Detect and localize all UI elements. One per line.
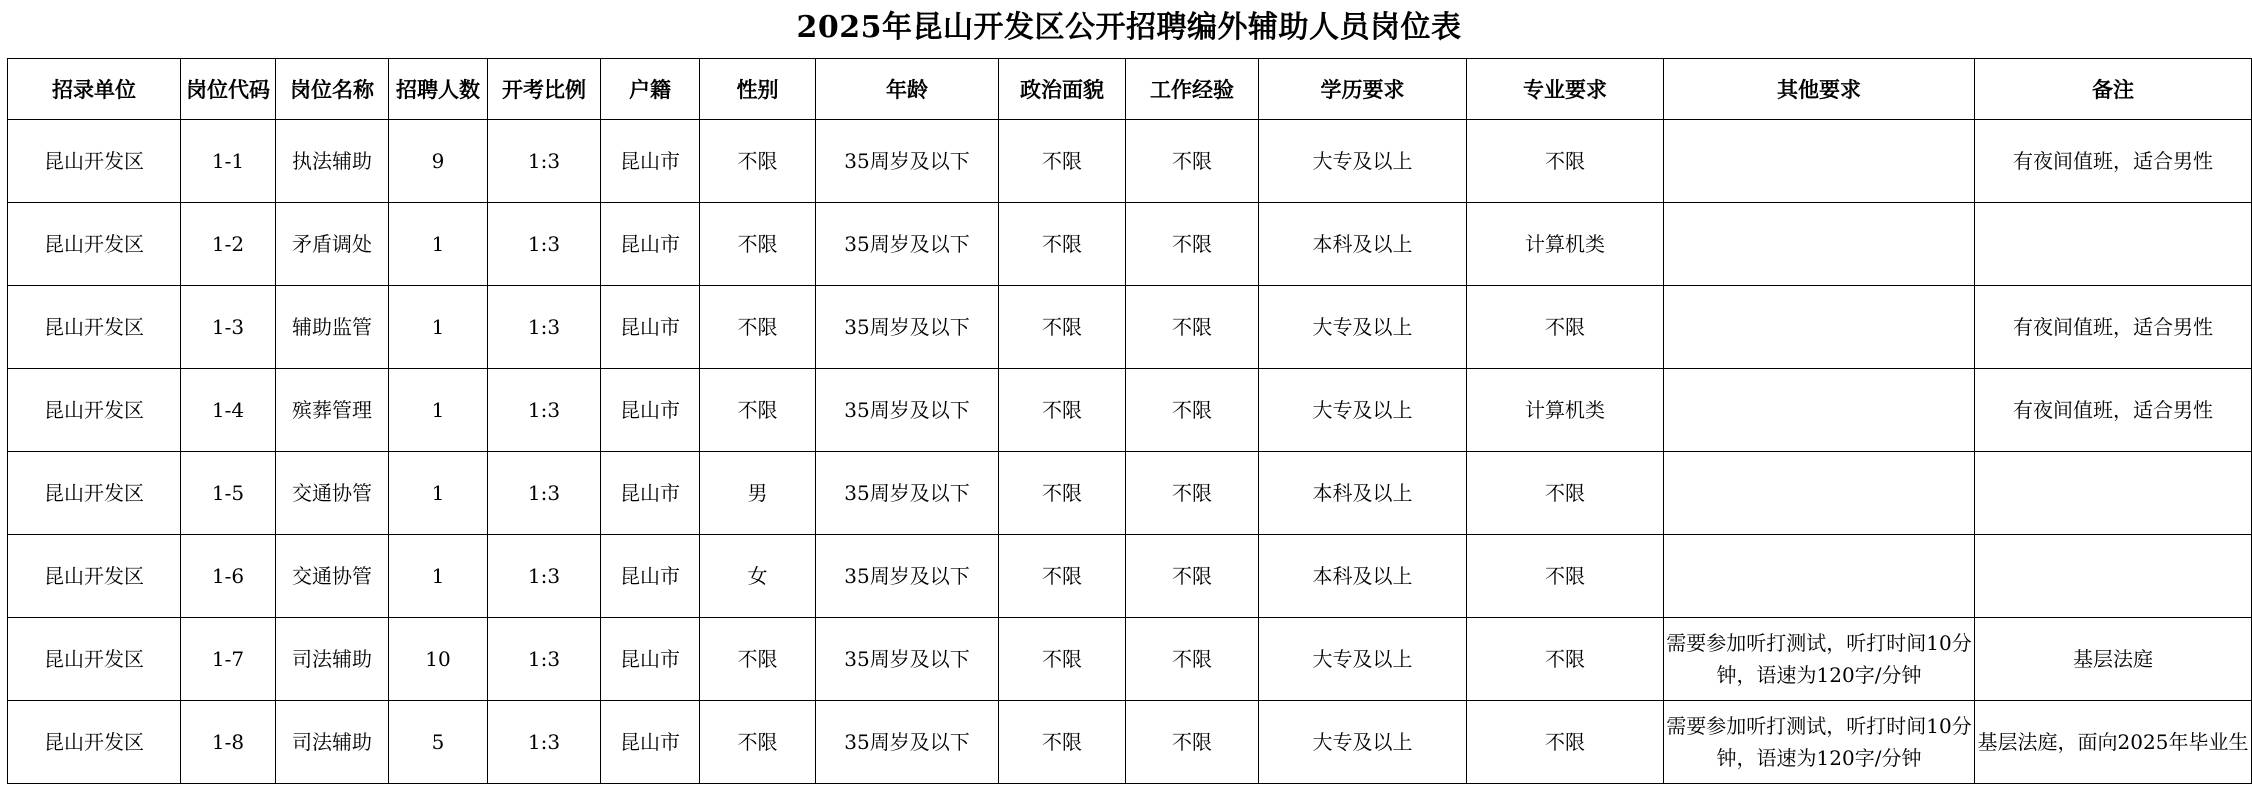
cell-age[interactable]: 35周岁及以下 <box>816 286 999 369</box>
cell-political-status[interactable]: 不限 <box>999 535 1126 618</box>
cell-household[interactable]: 昆山市 <box>601 535 700 618</box>
cell-age[interactable]: 35周岁及以下 <box>816 535 999 618</box>
cell-household[interactable]: 昆山市 <box>601 452 700 535</box>
cell-age[interactable]: 35周岁及以下 <box>816 701 999 784</box>
cell-unit[interactable]: 昆山开发区 <box>8 203 181 286</box>
cell-gender[interactable]: 男 <box>700 452 816 535</box>
cell-major[interactable]: 不限 <box>1467 618 1664 701</box>
cell-work-experience[interactable]: 不限 <box>1126 286 1259 369</box>
cell-headcount[interactable]: 9 <box>389 120 488 203</box>
cell-education[interactable]: 大专及以上 <box>1259 369 1467 452</box>
cell-work-experience[interactable]: 不限 <box>1126 369 1259 452</box>
cell-gender[interactable]: 不限 <box>700 369 816 452</box>
table-row <box>8 203 2252 286</box>
cell-code[interactable]: 1-7 <box>181 618 276 701</box>
cell-headcount[interactable]: 1 <box>389 286 488 369</box>
cell-age[interactable]: 35周岁及以下 <box>816 452 999 535</box>
cell-other-requirements[interactable] <box>1664 452 1975 535</box>
cell-unit[interactable]: 昆山开发区 <box>8 452 181 535</box>
cell-other-requirements[interactable] <box>1664 120 1975 203</box>
cell-headcount[interactable]: 1 <box>389 452 488 535</box>
cell-code[interactable]: 1-3 <box>181 286 276 369</box>
cell-other-requirements[interactable] <box>1664 535 1975 618</box>
cell-political-status[interactable]: 不限 <box>999 618 1126 701</box>
cell-unit[interactable]: 昆山开发区 <box>8 701 181 784</box>
cell-exam-ratio[interactable]: 1:3 <box>488 120 601 203</box>
cell-gender[interactable]: 女 <box>700 535 816 618</box>
table-row <box>8 618 2252 701</box>
cell-political-status[interactable]: 不限 <box>999 369 1126 452</box>
cell-education[interactable]: 大专及以上 <box>1259 618 1467 701</box>
col-header-code[interactable]: 岗位代码 <box>181 59 276 120</box>
cell-code[interactable]: 1-8 <box>181 701 276 784</box>
cell-gender[interactable]: 不限 <box>700 701 816 784</box>
col-header-headcount[interactable]: 招聘人数 <box>389 59 488 120</box>
cell-education[interactable]: 本科及以上 <box>1259 452 1467 535</box>
cell-position-name[interactable]: 交通协管 <box>276 452 389 535</box>
cell-remarks[interactable]: 基层法庭 <box>1975 618 2252 701</box>
table-row <box>8 369 2252 452</box>
cell-gender[interactable]: 不限 <box>700 618 816 701</box>
cell-position-name[interactable]: 殡葬管理 <box>276 369 389 452</box>
cell-work-experience[interactable]: 不限 <box>1126 701 1259 784</box>
positions-table <box>7 58 2252 784</box>
cell-remarks[interactable]: 有夜间值班，适合男性 <box>1975 369 2252 452</box>
col-header-household[interactable]: 户籍 <box>601 59 700 120</box>
cell-age[interactable]: 35周岁及以下 <box>816 369 999 452</box>
table-row <box>8 286 2252 369</box>
col-header-political-status[interactable]: 政治面貌 <box>999 59 1126 120</box>
cell-position-name[interactable]: 辅助监管 <box>276 286 389 369</box>
cell-code[interactable]: 1-1 <box>181 120 276 203</box>
col-header-exam-ratio[interactable]: 开考比例 <box>488 59 601 120</box>
cell-age[interactable]: 35周岁及以下 <box>816 120 999 203</box>
cell-code[interactable]: 1-4 <box>181 369 276 452</box>
cell-major[interactable]: 不限 <box>1467 120 1664 203</box>
cell-unit[interactable]: 昆山开发区 <box>8 369 181 452</box>
col-header-unit[interactable]: 招录单位 <box>8 59 181 120</box>
cell-household[interactable]: 昆山市 <box>601 203 700 286</box>
cell-education[interactable]: 大专及以上 <box>1259 120 1467 203</box>
table-title: 2025年昆山开发区公开招聘编外辅助人员岗位表 <box>796 10 1462 45</box>
cell-position-name[interactable]: 执法辅助 <box>276 120 389 203</box>
cell-education[interactable]: 大专及以上 <box>1259 286 1467 369</box>
cell-remarks[interactable] <box>1975 203 2252 286</box>
cell-unit[interactable]: 昆山开发区 <box>8 120 181 203</box>
cell-political-status[interactable]: 不限 <box>999 120 1126 203</box>
cell-exam-ratio[interactable]: 1:3 <box>488 203 601 286</box>
cell-major[interactable]: 不限 <box>1467 701 1664 784</box>
cell-political-status[interactable]: 不限 <box>999 701 1126 784</box>
cell-remarks[interactable]: 基层法庭，面向2025年毕业生 <box>1975 701 2252 784</box>
cell-household[interactable]: 昆山市 <box>601 120 700 203</box>
table-row <box>8 120 2252 203</box>
cell-unit[interactable]: 昆山开发区 <box>8 618 181 701</box>
cell-major[interactable]: 不限 <box>1467 286 1664 369</box>
col-header-work-experience[interactable]: 工作经验 <box>1126 59 1259 120</box>
table-row <box>8 701 2252 784</box>
cell-household[interactable]: 昆山市 <box>601 618 700 701</box>
col-header-position-name[interactable]: 岗位名称 <box>276 59 389 120</box>
cell-other-requirements[interactable]: 需要参加听打测试，听打时间10分钟，语速为120字/分钟 <box>1664 618 1975 701</box>
cell-education[interactable]: 大专及以上 <box>1259 701 1467 784</box>
cell-major[interactable]: 计算机类 <box>1467 369 1664 452</box>
cell-major[interactable]: 不限 <box>1467 452 1664 535</box>
cell-position-name[interactable]: 矛盾调处 <box>276 203 389 286</box>
cell-headcount[interactable]: 5 <box>389 701 488 784</box>
col-header-age[interactable]: 年龄 <box>816 59 999 120</box>
col-header-gender[interactable]: 性别 <box>700 59 816 120</box>
cell-remarks[interactable] <box>1975 535 2252 618</box>
header-row <box>8 59 2252 120</box>
cell-other-requirements[interactable] <box>1664 369 1975 452</box>
cell-household[interactable]: 昆山市 <box>601 701 700 784</box>
col-header-other-requirements[interactable]: 其他要求 <box>1664 59 1975 120</box>
cell-work-experience[interactable]: 不限 <box>1126 120 1259 203</box>
cell-age[interactable]: 35周岁及以下 <box>816 203 999 286</box>
col-header-major[interactable]: 专业要求 <box>1467 59 1664 120</box>
cell-age[interactable]: 35周岁及以下 <box>816 618 999 701</box>
cell-code[interactable]: 1-2 <box>181 203 276 286</box>
cell-political-status[interactable]: 不限 <box>999 286 1126 369</box>
cell-exam-ratio[interactable]: 1:3 <box>488 286 601 369</box>
cell-work-experience[interactable]: 不限 <box>1126 618 1259 701</box>
cell-position-name[interactable]: 交通协管 <box>276 535 389 618</box>
cell-code[interactable]: 1-5 <box>181 452 276 535</box>
cell-gender[interactable]: 不限 <box>700 286 816 369</box>
cell-work-experience[interactable]: 不限 <box>1126 452 1259 535</box>
cell-education[interactable]: 本科及以上 <box>1259 203 1467 286</box>
cell-unit[interactable]: 昆山开发区 <box>8 535 181 618</box>
cell-household[interactable]: 昆山市 <box>601 286 700 369</box>
cell-household[interactable]: 昆山市 <box>601 369 700 452</box>
cell-gender[interactable]: 不限 <box>700 203 816 286</box>
cell-headcount[interactable]: 1 <box>389 369 488 452</box>
cell-headcount[interactable]: 1 <box>389 535 488 618</box>
cell-work-experience[interactable]: 不限 <box>1126 203 1259 286</box>
cell-exam-ratio[interactable]: 1:3 <box>488 452 601 535</box>
cell-exam-ratio[interactable]: 1:3 <box>488 701 601 784</box>
cell-code[interactable]: 1-6 <box>181 535 276 618</box>
cell-political-status[interactable]: 不限 <box>999 452 1126 535</box>
col-header-remarks[interactable]: 备注 <box>1975 59 2252 120</box>
table-row <box>8 452 2252 535</box>
cell-remarks[interactable] <box>1975 452 2252 535</box>
cell-unit[interactable]: 昆山开发区 <box>8 286 181 369</box>
cell-remarks[interactable]: 有夜间值班，适合男性 <box>1975 286 2252 369</box>
cell-remarks[interactable]: 有夜间值班，适合男性 <box>1975 120 2252 203</box>
col-header-education[interactable]: 学历要求 <box>1259 59 1467 120</box>
cell-education[interactable]: 本科及以上 <box>1259 535 1467 618</box>
cell-other-requirements[interactable]: 需要参加听打测试，听打时间10分钟，语速为120字/分钟 <box>1664 701 1975 784</box>
cell-other-requirements[interactable] <box>1664 286 1975 369</box>
table-row <box>8 535 2252 618</box>
cell-headcount[interactable]: 1 <box>389 203 488 286</box>
cell-exam-ratio[interactable]: 1:3 <box>488 618 601 701</box>
cell-position-name[interactable]: 司法辅助 <box>276 701 389 784</box>
cell-major[interactable]: 计算机类 <box>1467 203 1664 286</box>
cell-gender[interactable]: 不限 <box>700 120 816 203</box>
cell-other-requirements[interactable] <box>1664 203 1975 286</box>
cell-political-status[interactable]: 不限 <box>999 203 1126 286</box>
cell-headcount[interactable]: 10 <box>389 618 488 701</box>
cell-major[interactable]: 不限 <box>1467 535 1664 618</box>
cell-exam-ratio[interactable]: 1:3 <box>488 369 601 452</box>
cell-position-name[interactable]: 司法辅助 <box>276 618 389 701</box>
cell-work-experience[interactable]: 不限 <box>1126 535 1259 618</box>
cell-exam-ratio[interactable]: 1:3 <box>488 535 601 618</box>
